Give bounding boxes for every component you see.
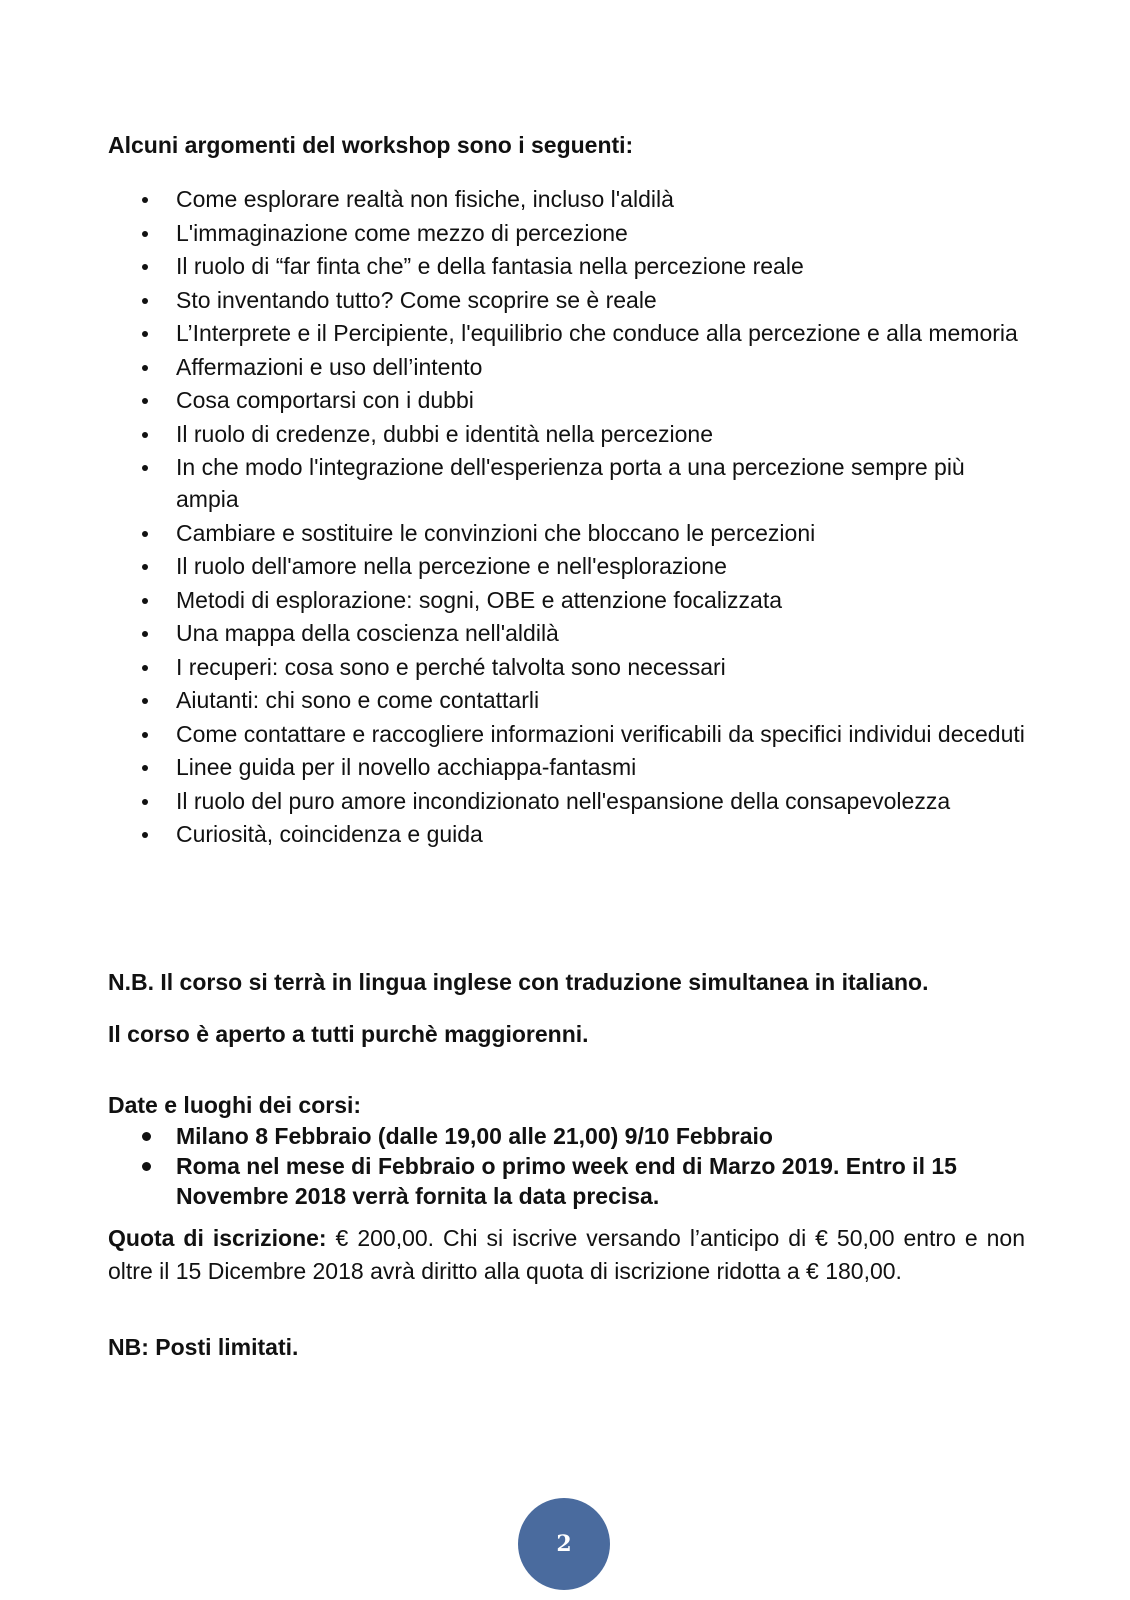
page-number: 2 xyxy=(556,1531,572,1557)
list-item: Metodi di esplorazione: sogni, OBE e attenzione focalizzata xyxy=(108,584,1028,616)
dates-heading: Date e luoghi dei corsi: xyxy=(108,1092,362,1118)
date-item: Milano 8 Febbraio (dalle 19,00 alle 21,00) 9/10 Febbraio xyxy=(108,1121,1028,1151)
list-item: L'immaginazione come mezzo di percezione xyxy=(108,217,1028,249)
list-item: Come esplorare realtà non fisiche, incluso l'aldilà xyxy=(108,183,1028,215)
topics-list xyxy=(108,183,1028,852)
list-item: L’Interprete e il Percipiente, l'equilibrio che conduce alla percezione e alla memoria xyxy=(108,317,1028,349)
list-item: Come contattare e raccogliere informazioni verificabili da specifici individui deceduti xyxy=(108,718,1028,750)
list-item: Il ruolo del puro amore incondizionato nell'espansione della consapevolezza xyxy=(108,785,1028,817)
section-heading: Alcuni argomenti del workshop sono i seguenti: xyxy=(108,132,634,158)
list-item: In che modo l'integrazione dell'esperienza porta a una percezione sempre più ampia xyxy=(108,451,1028,515)
language-note: N.B. Il corso si terrà in lingua inglese con traduzione simultanea in italiano. xyxy=(108,969,929,995)
page-number-badge xyxy=(518,1498,610,1590)
date-item: Roma nel mese di Febbraio o primo week end di Marzo 2019. Entro il 15 Novembre 2018 verrà fornita la data precisa. xyxy=(108,1151,1028,1211)
fee-text: € 200,00. Chi si iscrive versando l’anticipo di € 50,00 entro e non oltre il 15 Dicembre 2018 avrà diritto alla quota di iscrizione ridotta a € 180,00. xyxy=(108,1225,1025,1284)
limited-note: NB: Posti limitati. xyxy=(108,1334,299,1360)
list-item: Il ruolo di “far finta che” e della fantasia nella percezione reale xyxy=(108,250,1028,282)
fee-label: Quota di iscrizione: xyxy=(108,1225,327,1251)
list-item: Sto inventando tutto? Come scoprire se è reale xyxy=(108,284,1028,316)
dates-list xyxy=(108,1121,1028,1211)
list-item: Cambiare e sostituire le convinzioni che bloccano le percezioni xyxy=(108,517,1028,549)
list-item: Il ruolo dell'amore nella percezione e nell'esplorazione xyxy=(108,550,1028,582)
list-item: Una mappa della coscienza nell'aldilà xyxy=(108,617,1028,649)
list-item: Cosa comportarsi con i dubbi xyxy=(108,384,1028,416)
list-item: Linee guida per il novello acchiappa-fantasmi xyxy=(108,751,1028,783)
fee-paragraph xyxy=(108,1222,1025,1288)
list-item: I recuperi: cosa sono e perché talvolta sono necessari xyxy=(108,651,1028,683)
list-item: Curiosità, coincidenza e guida xyxy=(108,818,1028,850)
list-item: Il ruolo di credenze, dubbi e identità nella percezione xyxy=(108,418,1028,450)
list-item: Affermazioni e uso dell’intento xyxy=(108,351,1028,383)
list-item: Aiutanti: chi sono e come contattarli xyxy=(108,684,1028,716)
open-note: Il corso è aperto a tutti purchè maggiorenni. xyxy=(108,1021,589,1047)
